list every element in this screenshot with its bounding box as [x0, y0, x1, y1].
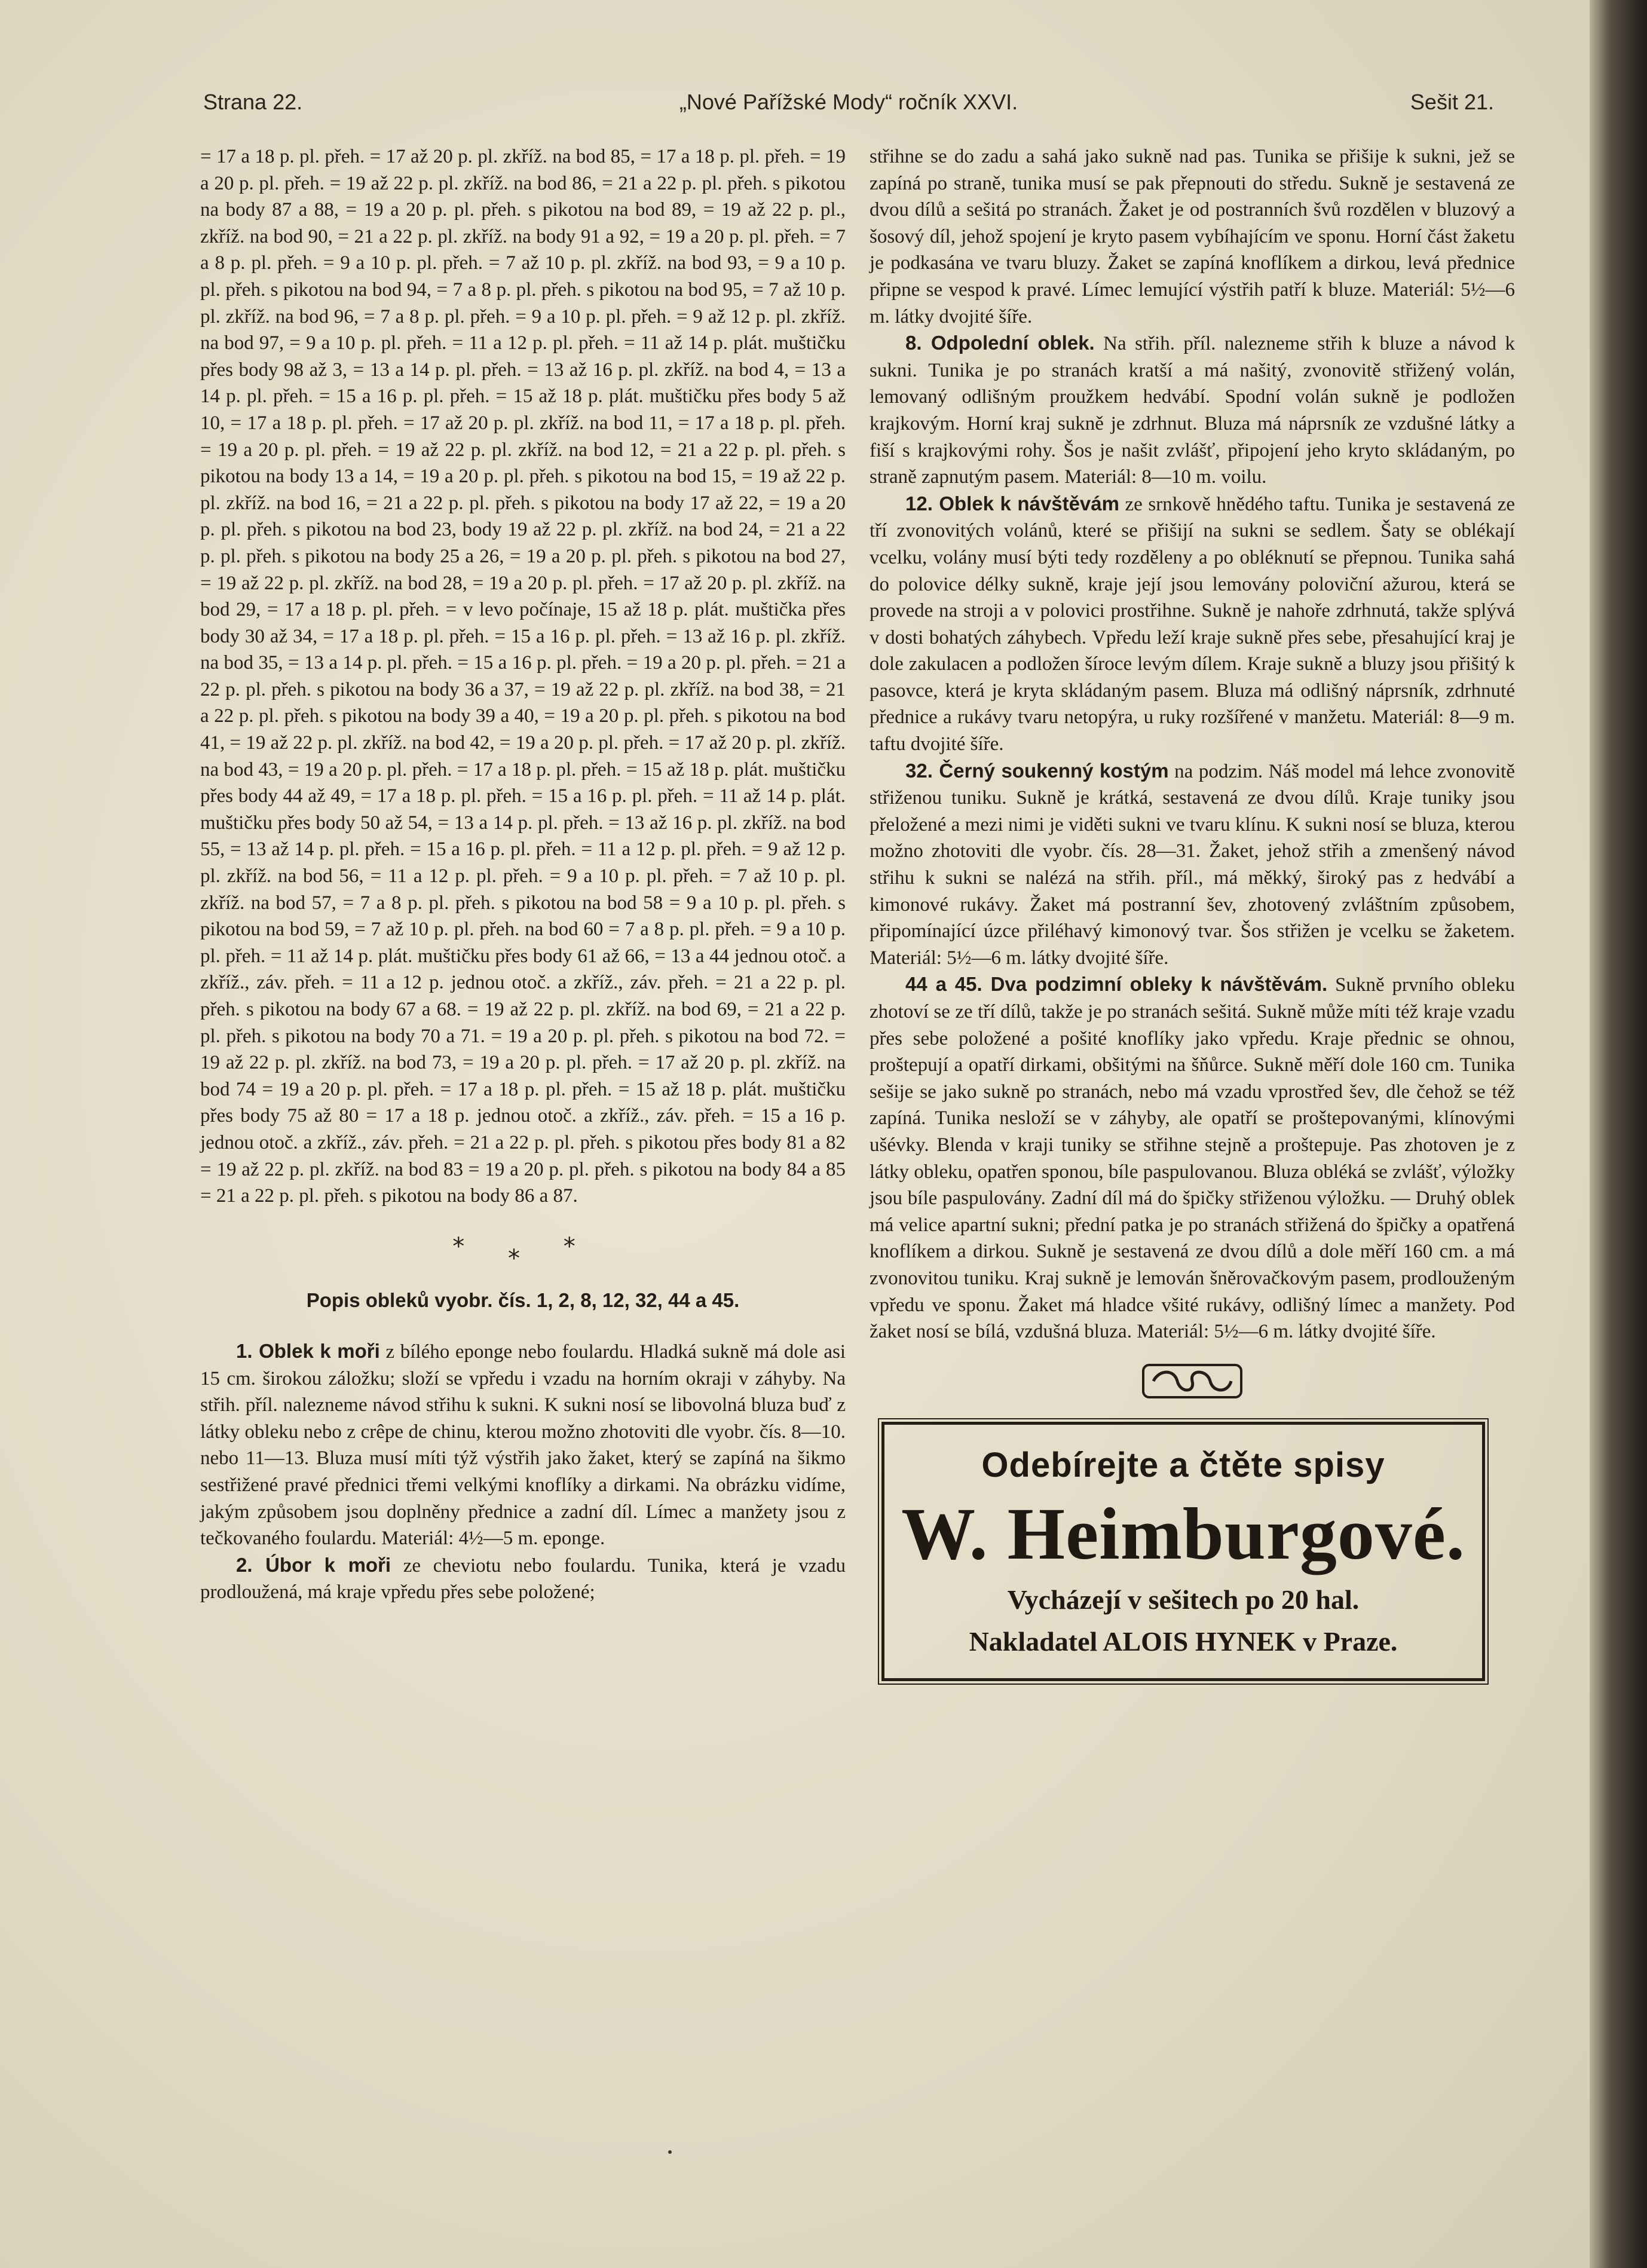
- left-column: [200, 143, 846, 1606]
- article-item: [870, 758, 1515, 972]
- ornament-icon: [870, 1363, 1515, 1407]
- issue-number: Sešit 21.: [1410, 90, 1494, 114]
- magazine-title: „Nové Pařížské Mody“ ročník XXVI.: [679, 90, 1018, 114]
- item-heading: 12. Oblek k návštěvám: [905, 492, 1119, 515]
- ad-subline: Vycházejí v sešitech po 20 hal.: [1007, 1584, 1360, 1615]
- ad-publisher: Nakladatel ALOIS HYNEK v Praze.: [969, 1626, 1398, 1657]
- continuation-text: střihne se do zadu a sahá jako sukně nad pas. Tunika se přišije k sukni, jež se zapíná po straně, tunika musí se pak přepnouti do středu. Sukně je sestavená ze dvou dílů a sešitá po stranách. Žaket je od postranních švů rozdělen v bluzový a šosový díl, jehož spojení je kryto pasem vybíhajícím ve sponu. Horní část žaketu je podkasána ve tvaru bluzy. Žaket se zapíná knoflíkem a dirkou, levá přednice připne se vespod k pravé. Límec lemující výstřih patří k bluze. Materiál: 5½—6 m. látky dvojité šíře.: [870, 146, 1515, 328]
- ad-author-name: W. Heimburgové.: [901, 1493, 1465, 1575]
- page-mark: [668, 2150, 672, 2154]
- star: *: [563, 1232, 593, 1260]
- item-text: Sukně prvního obleku zhotoví se ze tří dílů, takže je po stranách sešitá. Sukně může míti též kraje vzadu přes sebe položené a pošité knoflíky jako vpředu. Kraje přednic se ohnou, proštepují a opatří dirkami, obšitými na šňůrce. Sukně měří dole 160 cm. Tunika sešije se jako sukně po stranách, nebo má vzadu vprostřed šev, dle čehož se též zapíná. Tunika nesloží se v záhyby, ale opatří se proštepovanými, klínovými ušévky. Blenda v kraji tuniky se střihne stejně a proštepuje. Pas zhotoven je z látky obleku, opatřen sponou, bíle paspulovanou. Bluza obléká se zvlášť, výložky jsou bíle paspulovány. Zadní díl má do špičky střiženou výložku. — Druhý oblek má velice apartní sukni; přední patka je po stranách střižená do špičky a opatřená knoflíkem a dirkou. Sukně je sestavená ze dvou dílů a dole měří 160 cm. a má zvonovitou tuniku. Kraj sukně je lemován šněrovačkovým pasem, prodlouženým vpředu ve sponu. Žaket má hladce všité rukávy, odlišný límec a manžety. Pod žaket nosí se bílá, vzdušná bluza. Materiál: 5½—6 m. látky dvojité šíře.: [870, 974, 1515, 1343]
- article-item: [870, 330, 1515, 491]
- page-number: Strana 22.: [203, 90, 303, 114]
- ad-title: Odebírejte a čtěte spisy: [981, 1446, 1385, 1485]
- star: *: [508, 1244, 538, 1272]
- star: *: [452, 1232, 483, 1260]
- article-item: [870, 971, 1515, 1345]
- item-text: ze cheviotu nebo foulardu. Tunika, která je vzadu prodloužená, má kraje vpředu přes sebe položené;: [200, 1554, 846, 1603]
- item-heading: 8. Odpolední oblek.: [905, 332, 1095, 354]
- section-title: Popis obleků vyobr. čís. 1, 2, 8, 12, 32, 44 a 45.: [306, 1289, 740, 1312]
- page-header: [203, 90, 1494, 126]
- right-column: [870, 143, 1515, 1681]
- item-text: Na střih. příl. nalezneme střih k bluze a návod k sukni. Tunika je po stranách kratší a má našitý, zvonovitě střižený volán, lemovaný odlišným proužkem hedvábí. Spodní volán sukně je podložen krajkovým. Horní kraj sukně je zdrhnut. Bluza má náprsník ze vzdušné látky a fiší s krajkovými rohy. Šos je našit zvlášť, připojení jeho kryto skládaným, po straně zapnutým pasem. Materiál: 8—10 m. voilu.: [870, 333, 1515, 488]
- article-item: [200, 1552, 846, 1606]
- advertisement-box: [881, 1422, 1485, 1681]
- ornament-swirl-icon: [1141, 1363, 1243, 1399]
- article-item: [200, 1338, 846, 1552]
- item-heading: 32. Černý soukenný kostým: [905, 759, 1169, 782]
- item-heading: 1. Oblek k moři: [236, 1339, 380, 1362]
- section-divider-stars: [200, 1232, 846, 1272]
- item-heading: 2. Úbor k moři: [236, 1553, 391, 1576]
- item-text: ze srnkově hnědého taftu. Tunika je sestavená ze tří zvonovitých volánů, které se přišijí na sukni se sedlem. Šaty se oblékají vcelku, volány musí býti tedy rozděleny a po obléknutí se přepnou. Tunika sahá do polovice délky sukně, kraje její jsou lemovány poloviční ažurou, která se provede na stroji a v polovici prostřihne. Sukně je nahoře zdrhnutá, takže splývá v dosti bohatých záhybech. Vpředu leží kraje sukně přes sebe, přesahující kraj je dole zakulacen a podložen šíroce levým dílem. Kraje sukně a bluzy jsou přišitý k pasovce, která je kryta skládaným pasem. Bluza má odlišný náprsník, zdrhnuté přednice a rukávy tvaru netopýra, u ruky rozšířené v manžetu. Materiál: 8—9 m. taftu dvojité šíře.: [870, 493, 1515, 755]
- article-item: [870, 491, 1515, 758]
- page-binding-edge: [1590, 0, 1647, 2268]
- item-text: z bílého eponge nebo foulardu. Hladká sukně má dole asi 15 cm. širokou záložku; složí se vpředu i vzadu na horním okraji v záhyby. Na střih. příl. nalezneme návod střihu k sukni. K sukni nosí se libovolná bluza buď z látky obleku nebo z crêpe de chinu, kterou možno zhotoviti dle vyobr. čís. 8—10. nebo 11—13. Bluza musí míti týž výstřih jako žaket, který se zapíná na šikmo sestřižené pravé přednici třemi velkými knoflíky a dirkami. Na obrázku vidíme, jakým způsobem jsou doplněny přednice a zadní díl. Límec a manžety jsou z tečkovaného foulardu. Materiál: 4½—5 m. eponge.: [200, 1340, 846, 1550]
- item-heading: 44 a 45. Dva podzimní obleky k návštěvám.: [905, 973, 1328, 996]
- item-text: na podzim. Náš model má lehce zvonovitě střiženou tuniku. Sukně je krátká, sestavená ze dvou dílů. Kraje tuniky jsou přeložené a mezi nimi je viděti sukni ve tvaru klínu. K sukni nosí se bluza, kterou možno zhotoviti dle vyobr. čís. 28—31. Žaket, jehož střih a zmenšený návod střihu k sukni se nalézá na střih. příl., má měkký, široký pas z hedvábí a kimonové rukávy. Žaket má postranní šev, zhotovený zvláštním způsobem, připomínající úzce přiléhavý kimonový tvar. Šos střižen je vcelku se žaketem. Materiál: 5½—6 m. látky dvojité šíře.: [870, 760, 1515, 969]
- knitting-pattern-text: = 17 a 18 p. pl. přeh. = 17 až 20 p. pl. zkříž. na bod 85, = 17 a 18 p. pl. přeh. = 19 a 20 p. pl. přeh. = 19 až 22 p. pl. zkříž. na bod 86, = 21 a 22 p. pl. přeh. s pikotou na body 87 a 88, = 19 a 20 p. pl. přeh. s pikotou na bod 89, = 19 až 22 p. pl., zkříž. na bod 90, = 21 a 22 p. pl. zkříž. na body 91 a 92, = 19 a 20 p. pl. přeh. = 7 a 8 p. pl. přeh. = 9 a 10 p. pl. přeh. = 7 až 10 p. pl. zkříž. na bod 93, = 9 a 10 p. pl. přeh. s pikotou na bod 94, = 7 a 8 p. pl. přeh. s pikotou na bod 95, = 7 až 10 p. pl. zkříž. na bod 96, = 7 a 8 p. pl. přeh. = 9 a 10 p. pl. přeh. = 9 až 12 p. pl. zkříž. na bod 97, = 9 a 10 p. pl. přeh. = 11 a 12 p. pl. přeh. = 11 až 14 p. plát. muštičku přes body 98 až 3, = 13 a 14 p. pl. přeh. = 13 až 16 p. pl. zkříž. na bod 4, = 13 a 14 p. pl. přeh. = 15 a 16 p. pl. přeh. = 15 až 18 p. plát. muštičku přes body 5 až 10, = 17 a 18 p. pl. přeh. = 17 až 20 p. pl. zkříž. na bod 11, = 17 a 18 p. pl. přeh. = 19 a 20 p. pl. přeh. = 19 až 22 p. pl. zkříž. na bod 12, = 21 a 22 p. pl. přeh. s pikotou na body 13 a 14, = 19 a 20 p. pl. přeh. s pikotou na bod 15, = 19 až 22 p. pl. zkříž. na bod 16, = 21 a 22 p. pl. přeh. s pikotou na body 17 až 22, = 19 a 20 p. pl. přeh. s pikotou na bod 23, body 19 až 22 p. pl. zkříž. na bod 24, = 21 a 22 p. pl. přeh. s pikotou na body 25 a 26, = 19 a 20 p. pl. přeh. s pikotou na bod 27, = 19 až 22 p. pl. zkříž. na bod 28, = 19 a 20 p. pl. přeh. = 17 až 20 p. pl. zkříž. na bod 29, = 17 a 18 p. pl. přeh. = v levo počínaje, 15 až 18 p. plát. muštička přes body 30 až 34, = 17 a 18 p. pl. přeh. = 15 a 16 p. pl. přeh. = 13 až 16 p. pl. zkříž. na bod 35, = 13 a 14 p. pl. přeh. = 15 a 16 p. pl. přeh. = 19 a 20 p. pl. přeh. = 21 a 22 p. pl. přeh. s pikotou na body 36 a 37, = 19 až 22 p. pl. zkříž. na bod 38, = 21 a 22 p. pl. přeh. s pikotou na body 39 a 40, = 19 a 20 p. pl. přeh. s pikotou na bod 41, = 19 až 22 p. pl. zkříž. na bod 42, = 19 a 20 p. pl. přeh. = 17 až 20 p. pl. zkříž. na bod 43, = 19 a 20 p. pl. přeh. = 17 a 18 p. pl. přeh. = 15 až 18 p. plát. muštičku přes body 44 až 49, = 17 a 18 p. pl. přeh. = 15 a 16 p. pl. přeh. = 11 až 14 p. plát. muštičku přes body 50 až 54, = 13 a 14 p. pl. přeh. = 13 až 16 p. pl. zkříž. na bod 55, = 13 až 14 p. pl. přeh. = 15 a 16 p. pl. přeh. = 11 a 12 p. pl. přeh. = 9 až 12 p. pl. zkříž. na bod 56, = 11 a 12 p. pl. přeh. = 9 a 10 p. pl. přeh. = 7 až 10 p. pl. zkříž. na bod 57, = 7 a 8 p. pl. přeh. s pikotou na bod 58 = 9 a 10 p. pl. přeh. s pikotou na bod 59, = 7 až 10 p. pl. přeh. na bod 60 = 7 a 8 p. pl. přeh. = 9 a 10 p. pl. přeh. = 11 až 14 p. plát. muštičku přes body 61 až 66, = 13 a 44 jednou otoč. a zkříž., záv. přeh. = 11 a 12 p. jednou otoč. a zkříž., záv. přeh. = 21 a 22 p. pl. přeh. s pikotou na body 67 a 68. = 19 až 22 p. pl. zkříž. na bod 69, = 21 a 22 p. pl. přeh. s pikotou na body 70 a 71. = 19 a 20 p. pl. přeh. s pikotou na bod 72. = 19 až 22 p. pl. zkříž. na bod 73, = 19 a 20 p. pl. přeh. = 17 až 20 p. pl. zkříž. na bod 74 = 19 a 20 p. pl. přeh. = 17 a 18 p. pl. přeh. = 15 až 18 p. plát. muštičku přes body 75 až 80 = 17 a 18 p. jednou otoč. a zkříž., záv. přeh. = 15 a 16 p. jednou otoč. a zkříž., záv. přeh. = 21 a 22 p. pl. přeh. s pikotou přes body 81 a 82 = 19 až 22 p. pl. zkříž. na bod 83 = 19 a 20 p. pl. přeh. s pikotou na body 84 a 85 = 21 a 22 p. pl. přeh. s pikotou na body 86 a 87.: [200, 146, 846, 1207]
